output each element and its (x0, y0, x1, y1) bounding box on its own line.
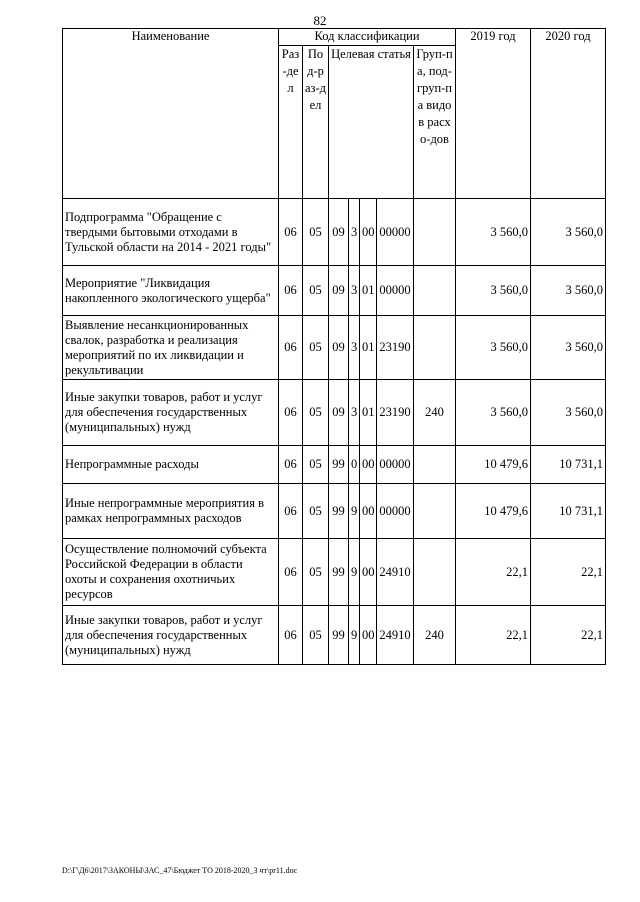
podrazdel-cell: 05 (303, 199, 329, 266)
expense-group-cell (414, 539, 456, 606)
target-event-cell: 00 (360, 484, 377, 539)
amount-2019-cell: 3 560,0 (456, 266, 531, 316)
row-name: Иные закупки товаров, работ и услуг для обеспечения государственных (муниципальных) нужд (63, 606, 279, 665)
target-subprogram-cell: 9 (349, 606, 360, 665)
amount-2020-cell: 3 560,0 (531, 199, 606, 266)
header-razdel: Раз-​дел (279, 46, 303, 199)
target-event-cell: 00 (360, 199, 377, 266)
amount-2020-cell: 10 731,1 (531, 446, 606, 484)
target-subprogram-cell: 3 (349, 199, 360, 266)
table-row (63, 606, 606, 665)
amount-2019-cell: 22,1 (456, 606, 531, 665)
razdel-cell: 06 (279, 606, 303, 665)
budget-table (62, 28, 606, 665)
amount-2020-cell: 3 560,0 (531, 316, 606, 380)
header-code: Код классификации (279, 29, 456, 46)
header-2020: 2020 год (531, 29, 606, 199)
amount-2020-cell: 22,1 (531, 539, 606, 606)
target-subprogram-cell: 9 (349, 484, 360, 539)
table-row (63, 484, 606, 539)
target-direction-cell: 00000 (377, 199, 414, 266)
file-path-footer: D:\Г\Д6\2017\ЗАКОНЫ\ЗАС_47\Бюджет ТО 2018-2020_3 чт\pr11.doc (62, 866, 298, 875)
expense-group-cell (414, 266, 456, 316)
razdel-cell: 06 (279, 316, 303, 380)
table-row (63, 539, 606, 606)
razdel-cell: 06 (279, 484, 303, 539)
target-event-cell: 01 (360, 266, 377, 316)
row-name: Иные закупки товаров, работ и услуг для обеспечения государственных (муниципальных) нужд (63, 380, 279, 446)
amount-2020-cell: 3 560,0 (531, 266, 606, 316)
amount-2019-cell: 3 560,0 (456, 380, 531, 446)
expense-group-cell (414, 446, 456, 484)
expense-group-cell (414, 484, 456, 539)
row-name: Непрограммные расходы (63, 446, 279, 484)
table-row (63, 199, 606, 266)
amount-2020-cell: 22,1 (531, 606, 606, 665)
target-direction-cell: 23190 (377, 316, 414, 380)
target-event-cell: 00 (360, 606, 377, 665)
target-direction-cell: 00000 (377, 266, 414, 316)
page-number: 82 (313, 13, 327, 28)
amount-2020-cell: 10 731,1 (531, 484, 606, 539)
target-event-cell: 00 (360, 446, 377, 484)
header-2019: 2019 год (456, 29, 531, 199)
razdel-cell: 06 (279, 539, 303, 606)
target-subprogram-cell: 9 (349, 539, 360, 606)
table-row (63, 446, 606, 484)
razdel-cell: 06 (279, 199, 303, 266)
target-event-cell: 01 (360, 380, 377, 446)
table-row (63, 266, 606, 316)
target-subprogram-cell: 3 (349, 316, 360, 380)
header-group: Груп-па, под-груп-па видов расхо-дов (414, 46, 456, 199)
target-direction-cell: 00000 (377, 446, 414, 484)
target-program-cell: 99 (329, 606, 349, 665)
target-program-cell: 09 (329, 380, 349, 446)
amount-2019-cell: 10 479,6 (456, 446, 531, 484)
razdel-cell: 06 (279, 446, 303, 484)
podrazdel-cell: 05 (303, 266, 329, 316)
table-row (63, 316, 606, 380)
podrazdel-cell: 05 (303, 606, 329, 665)
podrazdel-cell: 05 (303, 316, 329, 380)
row-name: Подпрограмма "Обращение с твердыми бытовыми отходами в Тульской области на 2014 - 2021 годы" (63, 199, 279, 266)
target-program-cell: 99 (329, 484, 349, 539)
razdel-cell: 06 (279, 266, 303, 316)
amount-2019-cell: 10 479,6 (456, 484, 531, 539)
row-name: Осуществление полномочий субъекта Российской Федерации в области охоты и сохранения охотничьих ресурсов (63, 539, 279, 606)
expense-group-cell: 240 (414, 606, 456, 665)
amount-2019-cell: 3 560,0 (456, 199, 531, 266)
podrazdel-cell: 05 (303, 380, 329, 446)
razdel-cell: 06 (279, 380, 303, 446)
target-program-cell: 99 (329, 446, 349, 484)
row-name: Иные непрограммные мероприятия в рамках непрограммных расходов (63, 484, 279, 539)
header-target: Целевая статья (329, 46, 414, 199)
expense-group-cell (414, 316, 456, 380)
podrazdel-cell: 05 (303, 446, 329, 484)
row-name: Мероприятие "Ликвидация накопленного экологического ущерба" (63, 266, 279, 316)
podrazdel-cell: 05 (303, 539, 329, 606)
target-program-cell: 09 (329, 316, 349, 380)
header-name: Наименование (63, 29, 279, 199)
amount-2020-cell: 3 560,0 (531, 380, 606, 446)
target-event-cell: 01 (360, 316, 377, 380)
target-subprogram-cell: 0 (349, 446, 360, 484)
target-subprogram-cell: 3 (349, 266, 360, 316)
target-direction-cell: 24910 (377, 606, 414, 665)
amount-2019-cell: 3 560,0 (456, 316, 531, 380)
table-row (63, 380, 606, 446)
row-name: Выявление несанкционированных свалок, разработка и реализация мероприятий по их ликвидации и рекультивации (63, 316, 279, 380)
target-program-cell: 09 (329, 199, 349, 266)
target-subprogram-cell: 3 (349, 380, 360, 446)
header-podrazdel: Под-раз-дел (303, 46, 329, 199)
target-direction-cell: 23190 (377, 380, 414, 446)
expense-group-cell: 240 (414, 380, 456, 446)
target-direction-cell: 24910 (377, 539, 414, 606)
target-event-cell: 00 (360, 539, 377, 606)
target-direction-cell: 00000 (377, 484, 414, 539)
expense-group-cell (414, 199, 456, 266)
target-program-cell: 09 (329, 266, 349, 316)
podrazdel-cell: 05 (303, 484, 329, 539)
target-program-cell: 99 (329, 539, 349, 606)
amount-2019-cell: 22,1 (456, 539, 531, 606)
